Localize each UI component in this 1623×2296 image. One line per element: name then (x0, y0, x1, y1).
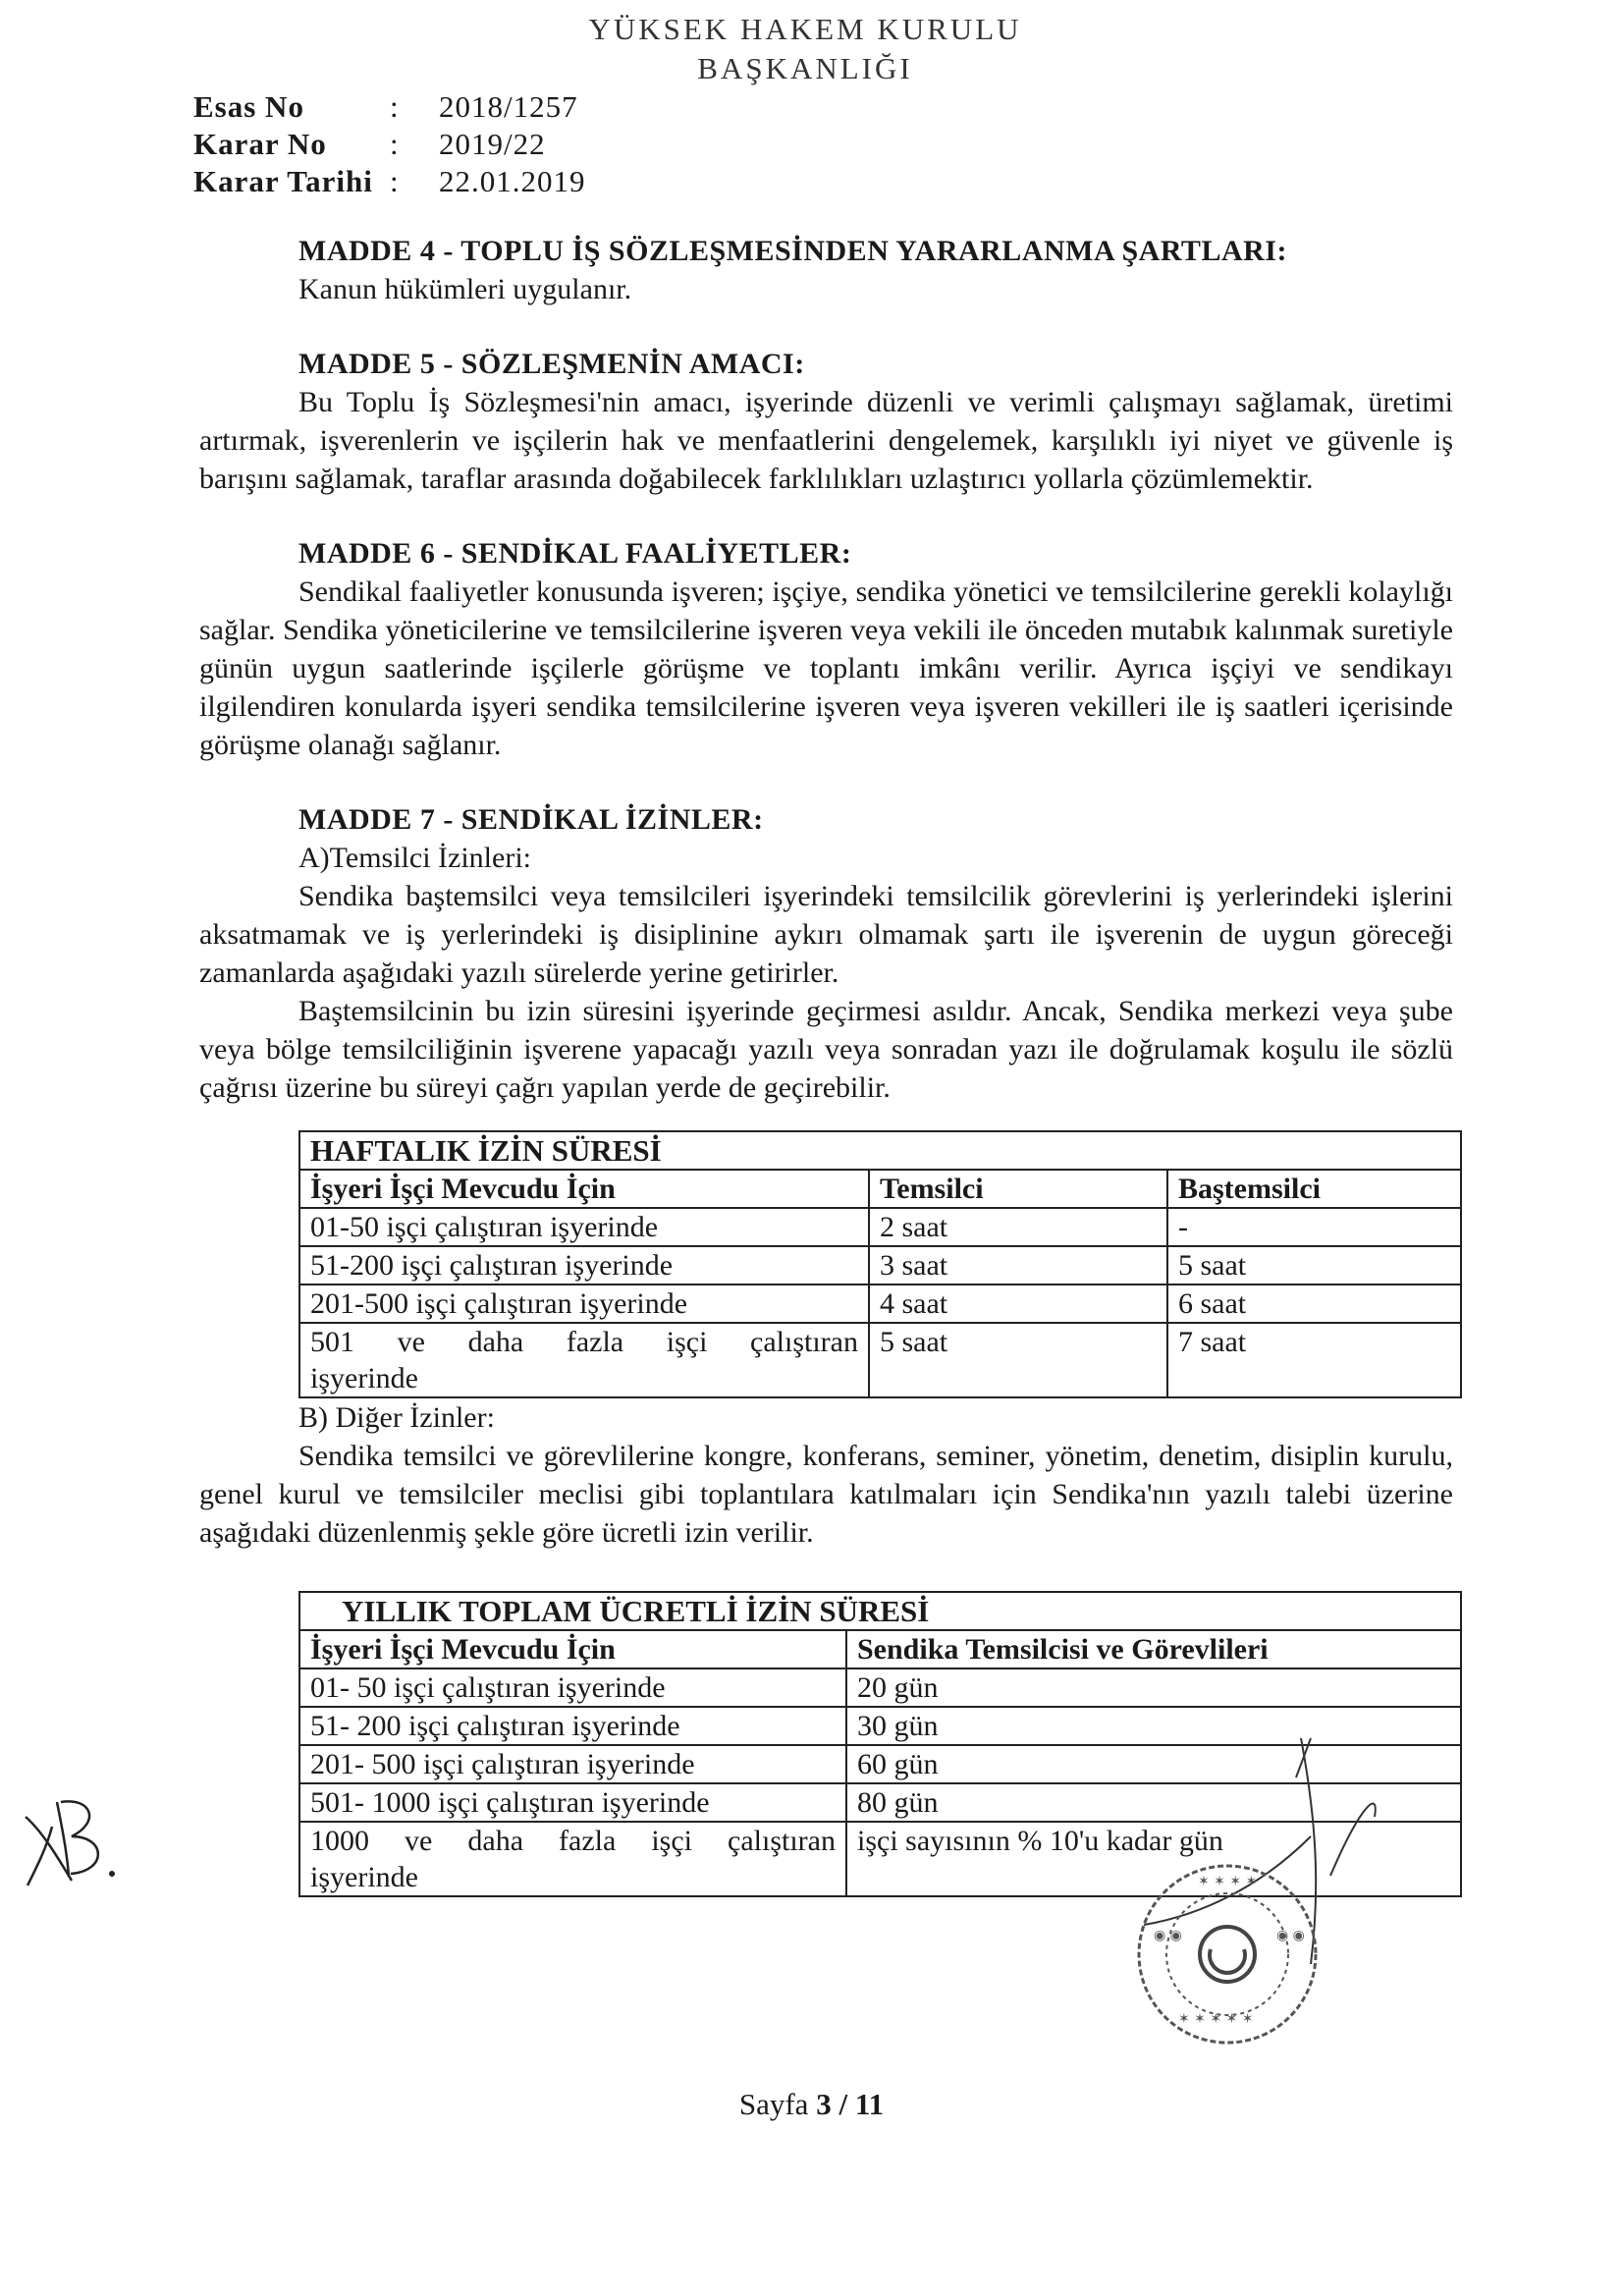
institution-name: YÜKSEK HAKEM KURULU (588, 12, 1022, 46)
table-row (299, 1208, 1461, 1246)
table-row (299, 1323, 1461, 1397)
meta-row-tarih (193, 163, 586, 200)
table-header-row (299, 1170, 1461, 1208)
weekly-leave-table (298, 1130, 1462, 1398)
table-cell (299, 1822, 846, 1896)
institution-header (550, 10, 1060, 88)
svg-text:✶ ✶ ✶ ✶: ✶ ✶ ✶ ✶ (1198, 1874, 1258, 1889)
madde4-heading: MADDE 4 - TOPLU İŞ SÖZLEŞMESİNDEN YARARLANMA ŞARTLARI: (298, 235, 1287, 267)
meta-row-esas (193, 88, 586, 126)
table-header-row (299, 1630, 1461, 1668)
handwritten-initials (18, 1787, 126, 1900)
table-cell: 2 saat (869, 1208, 1167, 1246)
table-cell: 501- 1000 işçi çalıştıran işyerinde (299, 1783, 846, 1822)
table-cell: 20 gün (846, 1668, 1461, 1707)
institution-department: BAŞKANLIĞI (697, 51, 913, 85)
table-cell: 01- 50 işçi çalıştıran işyerinde (299, 1668, 846, 1707)
column-header: Temsilci (869, 1170, 1167, 1208)
madde7-sub-a: A)Temsilci İzinleri: (298, 842, 531, 874)
table-cell (299, 1323, 869, 1397)
meta-value: 2018/1257 (439, 89, 578, 124)
table-cell: 201- 500 işçi çalıştıran işyerinde (299, 1745, 846, 1783)
table-cell: 201-500 işçi çalıştıran işyerinde (299, 1285, 869, 1323)
table-row (299, 1668, 1461, 1707)
meta-colon: : (390, 127, 399, 161)
page-number: 3 (816, 2087, 832, 2121)
madde6-text: Sendikal faaliyetler konusunda işveren; işçiye, sendika yönetici ve temsilcilerine gerekli kolaylığı sağlar. Sendika yöneticilerine ve temsilcilerine işveren veya vekili ile önceden mutabık kalınmak suretiyle günün uygun saatlerinde işçilerle görüşme ve toplantı imkânı verilir. Ayrıca işçiyi ve sendikayı ilgilendiren konularda işyeri sendika temsilcilerine işveren veya işveren vekilleri ile iş saatleri içerisinde görüşme olanağı sağlanır. (199, 575, 1453, 761)
page-label: Sayfa (738, 2087, 809, 2121)
meta-value: 22.01.2019 (439, 164, 586, 198)
madde7-para3: Sendika temsilci ve görevlilerine kongre, konferans, seminer, yönetim, denetim, disiplin kurulu, genel kurul ve temsilciler meclisi gibi toplantılara katılmaları için Sendika'nın yazılı talebi üzerine aşağıdaki düzenlenmiş şekle göre ücretli izin verilir. (199, 1440, 1453, 1549)
case-meta (193, 88, 586, 200)
svg-text:✶ ✶ ✶ ✶ ✶: ✶ ✶ ✶ ✶ ✶ (1178, 2011, 1254, 2027)
table-cell-line: işyerinde (310, 1861, 418, 1893)
column-header: Sendika Temsilcisi ve Görevlileri (846, 1630, 1461, 1668)
table-cell: 01-50 işçi çalıştıran işyerinde (299, 1208, 869, 1246)
table-cell: 5 saat (1167, 1246, 1461, 1285)
column-header: Baştemsilci (1167, 1170, 1461, 1208)
table-cell: 5 saat (869, 1323, 1167, 1397)
table-title-row (299, 1592, 1461, 1630)
table-cell: 3 saat (869, 1246, 1167, 1285)
madde7-sub-b: B) Diğer İzinler: (298, 1401, 495, 1434)
document-body (199, 232, 1453, 1897)
table-cell: 6 saat (1167, 1285, 1461, 1323)
madde5-heading: MADDE 5 - SÖZLEŞMENİN AMACI: (298, 348, 805, 380)
table-cell: 7 saat (1167, 1323, 1461, 1397)
table-cell-line: işyerinde (310, 1362, 418, 1394)
page-footer (0, 2087, 1623, 2122)
table-cell: 51- 200 işçi çalıştıran işyerinde (299, 1707, 846, 1745)
meta-label: Karar Tarihi (193, 164, 373, 198)
madde7-heading: MADDE 7 - SENDİKAL İZİNLER: (298, 803, 764, 836)
page-total: 11 (854, 2087, 885, 2121)
table-row (299, 1285, 1461, 1323)
table-cell: 4 saat (869, 1285, 1167, 1323)
meta-label: Karar No (193, 127, 327, 161)
table-cell-line: 501 ve daha fazla işçi çalıştıran (310, 1326, 858, 1358)
official-seal (1085, 1728, 1380, 2057)
svg-text:◉ ◉: ◉ ◉ (1154, 1928, 1182, 1943)
seal-stamp (1085, 1728, 1380, 2052)
meta-row-karar (193, 126, 586, 163)
meta-value: 2019/22 (439, 127, 546, 161)
madde4-text: Kanun hükümleri uygulanır. (298, 273, 632, 305)
meta-label: Esas No (193, 89, 304, 124)
madde7-para1: Sendika baştemsilci veya temsilcileri işyerindeki temsilcilik görevlerini iş yerlerindeki işlerini aksatmamak ve iş yerlerindeki iş disiplinine aykırı olmamak şartı ile işverenin de uygun göreceği zamanlarda aşağıdaki yazılı sürelerde yerine getirirler. (199, 880, 1453, 989)
table-cell-line: 1000 ve daha fazla işçi çalıştıran (310, 1825, 836, 1857)
table-cell: 80 gün (846, 1783, 1461, 1822)
meta-colon: : (390, 164, 399, 198)
initials-mark (18, 1787, 126, 1895)
table-row (299, 1246, 1461, 1285)
table-cell: - (1167, 1208, 1461, 1246)
table-cell: işçi sayısının % 10'u kadar gün (846, 1822, 1461, 1896)
page-separator: / (839, 2087, 848, 2121)
table-cell: 60 gün (846, 1745, 1461, 1783)
table-title-row (299, 1131, 1461, 1170)
svg-text:◉ ◉: ◉ ◉ (1276, 1928, 1305, 1943)
table-cell: 30 gün (846, 1707, 1461, 1745)
madde5-text: Bu Toplu İş Sözleşmesi'nin amacı, işyerinde düzenli ve verimli çalışmayı sağlamak, üretimi artırmak, işverenlerin ve işçilerin hak ve menfaatlerini dengelemek, karşılıklı iyi niyet ve güvenle iş barışını sağlamak, taraflar arasında doğabilecek farklılıkları uzlaştırıcı yollarla çözümlemektir. (199, 386, 1453, 495)
madde7-para2: Baştemsilcinin bu izin süresini işyerinde geçirmesi asıldır. Ancak, Sendika merkezi veya şube veya bölge temsilciliğinin işverene yapacağı yazılı veya sonradan yazı ile doğrulamak koşulu ile sözlü çağrısı üzerine bu süreyi çağrı yapılan yerde de geçirebilir. (199, 995, 1453, 1104)
meta-colon: : (390, 89, 399, 124)
column-header: İşyeri İşçi Mevcudu İçin (299, 1170, 869, 1208)
table-cell: 51-200 işçi çalıştıran işyerinde (299, 1246, 869, 1285)
table-title: HAFTALIK İZİN SÜRESİ (299, 1131, 1461, 1170)
column-header: İşyeri İşçi Mevcudu İçin (299, 1630, 846, 1668)
table-title: YILLIK TOPLAM ÜCRETLİ İZİN SÜRESİ (299, 1592, 1461, 1630)
madde6-heading: MADDE 6 - SENDİKAL FAALİYETLER: (298, 537, 852, 570)
